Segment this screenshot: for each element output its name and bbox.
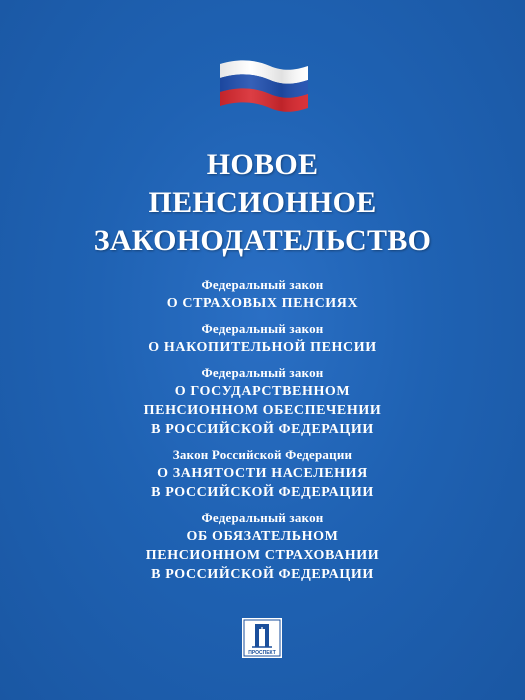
title-line: ПЕНСИОННОЕ xyxy=(148,186,377,219)
publisher-logo-icon xyxy=(242,618,282,658)
law-type: Закон Российской Федерации xyxy=(172,447,353,462)
law-title: В РОССИЙСКОЙ ФЕДЕРАЦИИ xyxy=(151,567,374,582)
book-title xyxy=(0,146,525,260)
law-title: О ГОСУДАРСТВЕННОМ xyxy=(174,384,351,399)
law-type: Федеральный закон xyxy=(201,277,324,292)
russian-flag-icon xyxy=(218,58,310,112)
law-item xyxy=(0,276,525,313)
law-item xyxy=(0,446,525,502)
law-title: ПЕНСИОННОМ СТРАХОВАНИИ xyxy=(145,548,380,563)
law-title: ОБ ОБЯЗАТЕЛЬНОМ xyxy=(186,529,339,544)
law-title: В РОССИЙСКОЙ ФЕДЕРАЦИИ xyxy=(151,485,374,500)
law-type: Федеральный закон xyxy=(201,321,324,336)
publisher-name: ПРОСПЕКТ xyxy=(248,650,276,656)
laws-list xyxy=(0,276,525,591)
law-title: О НАКОПИТЕЛЬНОЙ ПЕНСИИ xyxy=(148,340,377,355)
law-item xyxy=(0,364,525,439)
law-title: О СТРАХОВЫХ ПЕНСИЯХ xyxy=(166,296,359,311)
title-line: НОВОЕ xyxy=(206,148,319,181)
law-item xyxy=(0,509,525,584)
law-item xyxy=(0,320,525,357)
law-title: ПЕНСИОННОМ ОБЕСПЕЧЕНИИ xyxy=(143,403,382,418)
law-type: Федеральный закон xyxy=(201,365,324,380)
law-title: В РОССИЙСКОЙ ФЕДЕРАЦИИ xyxy=(151,422,374,437)
law-title: О ЗАНЯТОСТИ НАСЕЛЕНИЯ xyxy=(157,466,368,481)
title-line: ЗАКОНОДАТЕЛЬСТВО xyxy=(93,224,432,257)
law-type: Федеральный закон xyxy=(201,510,324,525)
